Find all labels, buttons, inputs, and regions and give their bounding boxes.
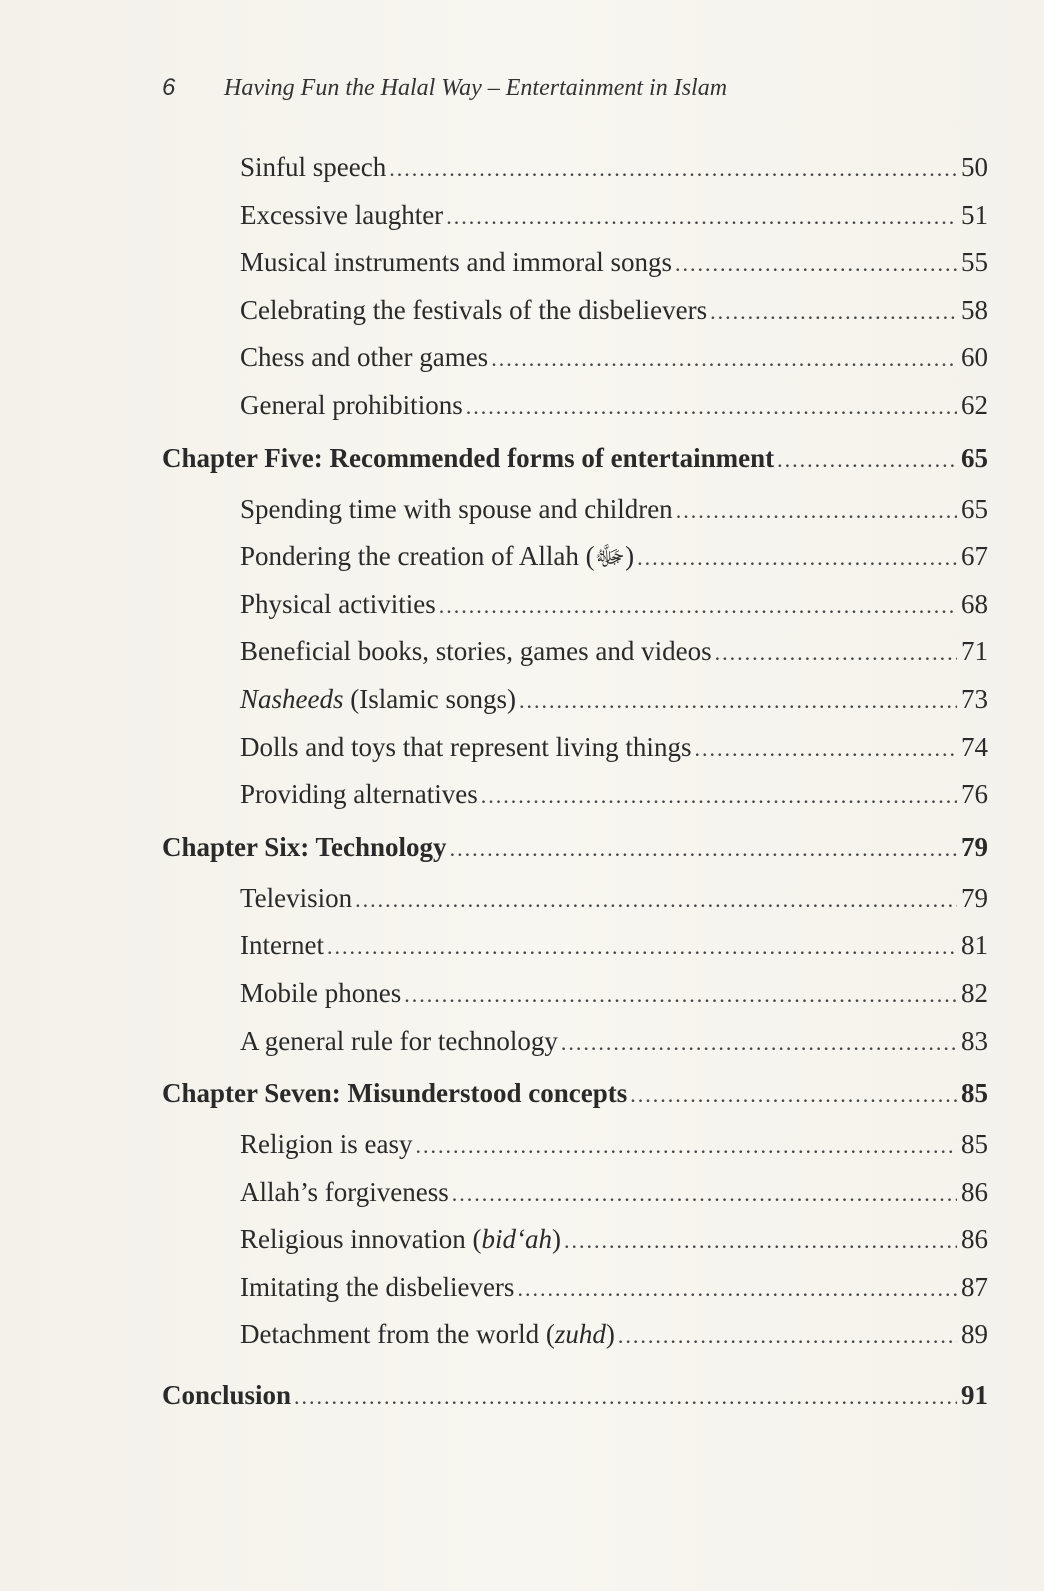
toc-entry-label [240, 1311, 615, 1359]
dot-leader [450, 821, 957, 877]
toc-entry-label: Physical activities [240, 588, 436, 619]
label-post: ) [605, 1319, 615, 1350]
toc-entry-label: A general rule for technology [240, 1025, 558, 1056]
toc-entry-label: Mobile phones [240, 977, 402, 1008]
toc-entry-page: 62 [961, 389, 988, 420]
toc-entry[interactable] [162, 724, 988, 772]
toc-entry-label: Spending time with spouse and children [240, 493, 673, 524]
page-number: 6 [162, 74, 176, 101]
toc-entry[interactable] [162, 192, 988, 240]
toc-entry-label: General prohibitions [240, 389, 463, 420]
toc-chapter-page: 85 [961, 1078, 988, 1109]
toc-chapter-label: Chapter Seven: Misunderstood concepts [162, 1078, 628, 1109]
toc-entry-page: 50 [961, 152, 988, 182]
label-rest: (Islamic songs) [343, 683, 516, 714]
toc-entry[interactable] [162, 1311, 988, 1359]
label-pre: Detachment from the world ( [240, 1319, 555, 1350]
toc-entry-label: Religion is easy [240, 1129, 413, 1160]
toc-entry-page: 89 [961, 1319, 988, 1350]
toc-entry[interactable] [162, 486, 988, 534]
toc-entry[interactable] [162, 875, 988, 923]
toc-entry-page: 83 [961, 1025, 988, 1056]
toc-entry-page: 65 [961, 493, 988, 524]
dot-leader [675, 240, 957, 288]
toc-entry[interactable] [162, 922, 988, 970]
dot-leader [618, 1312, 957, 1360]
toc-entry-page: 73 [961, 683, 988, 714]
toc-entry[interactable] [162, 334, 988, 382]
dot-leader [676, 487, 957, 535]
dot-leader [327, 923, 957, 971]
italic-term: zuhd [554, 1319, 606, 1350]
toc-entry[interactable] [162, 1216, 988, 1264]
toc-chapter-label: Conclusion [162, 1380, 292, 1411]
running-head [162, 74, 982, 110]
toc-entry-page: 85 [961, 1129, 988, 1160]
dot-leader [415, 1122, 957, 1170]
dot-leader [294, 1369, 957, 1425]
toc-entry-label: Pondering the creation of Allah (ﷻ) [240, 541, 635, 572]
toc-entry-label [240, 676, 516, 724]
toc-chapter-page: 91 [961, 1380, 988, 1411]
toc-entry-label [240, 1216, 561, 1264]
toc-chapter-seven[interactable] [162, 1065, 988, 1121]
toc-entry[interactable] [162, 676, 988, 724]
table-of-contents [162, 144, 988, 1423]
toc-entry-label: Providing alternatives [240, 779, 478, 810]
toc-entry[interactable] [162, 1264, 988, 1312]
dot-leader [491, 335, 957, 383]
label-pre: Religious innovation ( [240, 1224, 482, 1255]
toc-entry-label: Television [240, 882, 353, 913]
dot-leader [519, 677, 957, 725]
toc-entry-page: 86 [961, 1224, 988, 1255]
toc-entry-label: Excessive laughter [240, 199, 444, 230]
toc-entry-page: 87 [961, 1271, 988, 1302]
toc-conclusion[interactable] [162, 1367, 988, 1423]
toc-entry-page: 58 [961, 294, 988, 325]
toc-entry-page: 60 [961, 342, 988, 373]
italic-term: Nasheeds [240, 683, 344, 714]
dot-leader [481, 772, 957, 820]
dot-leader [637, 534, 957, 582]
toc-chapter-label: Chapter Five: Recommended forms of entertainment [162, 442, 775, 473]
toc-entry-label: Chess and other games [240, 342, 489, 373]
dot-leader [452, 1170, 957, 1218]
dot-leader [777, 432, 957, 488]
toc-chapter-six[interactable] [162, 819, 988, 875]
dot-leader [355, 876, 957, 924]
toc-chapter-label: Chapter Six: Technology [162, 831, 447, 862]
dot-leader [446, 193, 957, 241]
toc-entry-label: Imitating the disbelievers [240, 1271, 515, 1302]
dot-leader [694, 725, 957, 773]
toc-entry-label: Beneficial books, stories, games and videos [240, 636, 712, 667]
toc-entry-page: 79 [961, 882, 988, 913]
dot-leader [466, 383, 957, 431]
dot-leader [630, 1067, 957, 1123]
toc-chapter-page: 79 [961, 831, 988, 862]
toc-entry[interactable] [162, 533, 988, 581]
toc-entry[interactable] [162, 1121, 988, 1169]
toc-entry-page: 82 [961, 977, 988, 1008]
toc-entry-page: 55 [961, 247, 988, 278]
toc-chapter-page: 65 [961, 442, 988, 473]
toc-entry-label: Allah’s forgiveness [240, 1176, 449, 1207]
toc-entry-page: 71 [961, 636, 988, 667]
toc-entry-page: 68 [961, 588, 988, 619]
toc-entry-label: Celebrating the festivals of the disbelievers [240, 294, 708, 325]
book-title: Having Fun the Halal Way – Entertainment in Islam [224, 75, 728, 101]
toc-entry-page: 67 [961, 541, 988, 572]
toc-entry-page: 86 [961, 1176, 988, 1207]
dot-leader [404, 971, 957, 1019]
dot-leader [389, 145, 957, 193]
toc-entry[interactable] [162, 628, 988, 676]
toc-chapter-five[interactable] [162, 430, 988, 486]
label-post: ) [551, 1224, 561, 1255]
toc-entry-page: 76 [961, 779, 988, 810]
italic-term: bid‘ah [481, 1224, 552, 1255]
toc-entry[interactable] [162, 1169, 988, 1217]
dot-leader [517, 1265, 957, 1313]
toc-entry[interactable] [162, 144, 988, 192]
toc-entry[interactable] [162, 239, 988, 287]
toc-entry[interactable] [162, 771, 988, 819]
dot-leader [710, 288, 957, 336]
toc-entry[interactable] [162, 1018, 988, 1066]
toc-entry[interactable] [162, 287, 988, 335]
dot-leader [564, 1217, 957, 1265]
toc-entry-page: 81 [961, 930, 988, 961]
toc-entry-page: 51 [961, 199, 988, 230]
toc-entry-label: Musical instruments and immoral songs [240, 247, 672, 278]
toc-entry[interactable] [162, 581, 988, 629]
dot-leader [561, 1019, 957, 1067]
toc-entry-page: 74 [961, 731, 988, 762]
dot-leader [439, 582, 957, 630]
toc-entry-label: Sinful speech [240, 152, 387, 182]
dot-leader [715, 629, 957, 677]
toc-entry[interactable] [162, 970, 988, 1018]
toc-entry-label: Internet [240, 930, 324, 961]
toc-entry-label: Dolls and toys that represent living things [240, 731, 692, 762]
toc-entry[interactable] [162, 382, 988, 430]
